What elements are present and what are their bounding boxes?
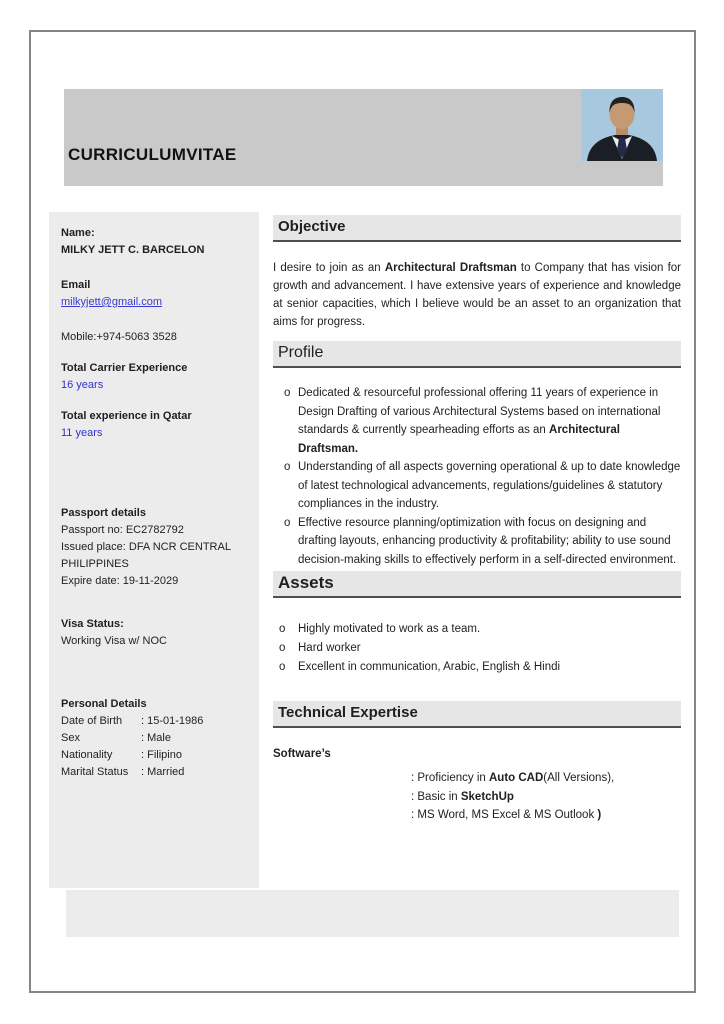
personal-row-marital [61,764,249,781]
page-title: CURRICULUMVITAE [68,145,237,164]
qatar-experience-value: 11 years [61,427,103,439]
qatar-experience-label: Total experience in Qatar [61,410,192,422]
list-item: o Excellent in communication, Arabic, English & Hindi [279,658,681,677]
software-label: Software’s [273,748,331,760]
passport-issued-country: PHILIPPINES [61,558,129,570]
nationality-value: : Filipino [141,749,182,761]
dob-label: Date of Birth [61,715,123,727]
passport-expiry: Expire date: 19-11-2029 [61,575,179,587]
name-label: Name: [61,227,95,239]
bullet-marker: o [279,661,286,673]
marital-label: Marital Status [61,766,129,778]
sidebar [49,212,259,888]
page [29,30,696,993]
main-column [273,215,681,825]
footer-bar [66,890,679,937]
passport-number: Passport no: EC2782792 [61,524,184,536]
personal-details-heading: Personal Details [61,698,147,710]
carrier-experience-value: 16 years [61,379,104,391]
dob-value: : 15-01-1986 [141,715,204,727]
assets-bullet-list [273,620,681,677]
name-value: MILKY JETT C. BARCELON [61,244,205,256]
marital-value: : Married [141,766,185,778]
portrait-photo [581,89,663,161]
software-lines [411,769,681,825]
sex-label: Sex [61,732,80,744]
list-item: o Effective resource planning/optimization with focus on designing and drafting layouts, enhancing productivity & profitability; ability to use sound decision-making skills to effectively perform in a self-directed environment. [284,514,681,570]
personal-row-dob [61,713,249,730]
objective-heading: Objective [273,215,681,242]
passport-heading: Passport details [61,507,146,519]
carrier-experience-label: Total Carrier Experience [61,362,188,374]
bullet-marker: o [284,461,291,473]
list-item: o Understanding of all aspects governing operational & up to date knowledge of latest technological advancements, regulations/guidelines & statutory compliances in the industry. [284,458,681,514]
bullet-marker: o [284,387,291,399]
objective-text: I desire to join as an Architectural Draftsman to Company that has vision for growth and advancement. I have extensive years of experience and knowledge at senior capacities, which I believe would be an asset to an organization that aims for progress. [273,262,681,328]
mobile-number: Mobile:+974-5063 3528 [61,331,177,343]
bullet-marker: o [279,642,286,654]
technical-expertise-heading: Technical Expertise [273,701,681,728]
passport-issued-place: Issued place: DFA NCR CENTRAL [61,541,231,553]
nationality-label: Nationality [61,749,113,761]
software-line-autocad: : Proficiency in Auto CAD(All Versions), [411,772,615,784]
visa-status-value: Working Visa w/ NOC [61,635,167,647]
personal-row-nationality [61,747,249,764]
bullet-marker: o [284,516,291,529]
sex-value: : Male [141,732,171,744]
profile-bullet-list [273,384,681,569]
email-link[interactable]: milkyjett@gmail.com [61,296,163,308]
visa-status-heading: Visa Status: [61,618,124,630]
email-label: Email [61,279,91,291]
list-item: o Highly motivated to work as a team. [279,620,681,639]
list-item: o Dedicated & resourceful professional offering 11 years of experience in Design Drafting of various Architectural Systems based on international standards & currently spearheading efforts as an Architectural Draftsman. [284,384,681,458]
list-item: o Hard worker [279,639,681,658]
profile-heading: Profile [273,341,681,368]
software-line-sketchup: : Basic in SketchUp [411,790,514,803]
assets-heading: Assets [273,571,681,598]
software-line-msoffice: : MS Word, MS Excel & MS Outlook ) [411,809,602,821]
bullet-marker: o [279,623,286,635]
personal-row-sex [61,730,249,747]
header-banner [64,89,663,186]
